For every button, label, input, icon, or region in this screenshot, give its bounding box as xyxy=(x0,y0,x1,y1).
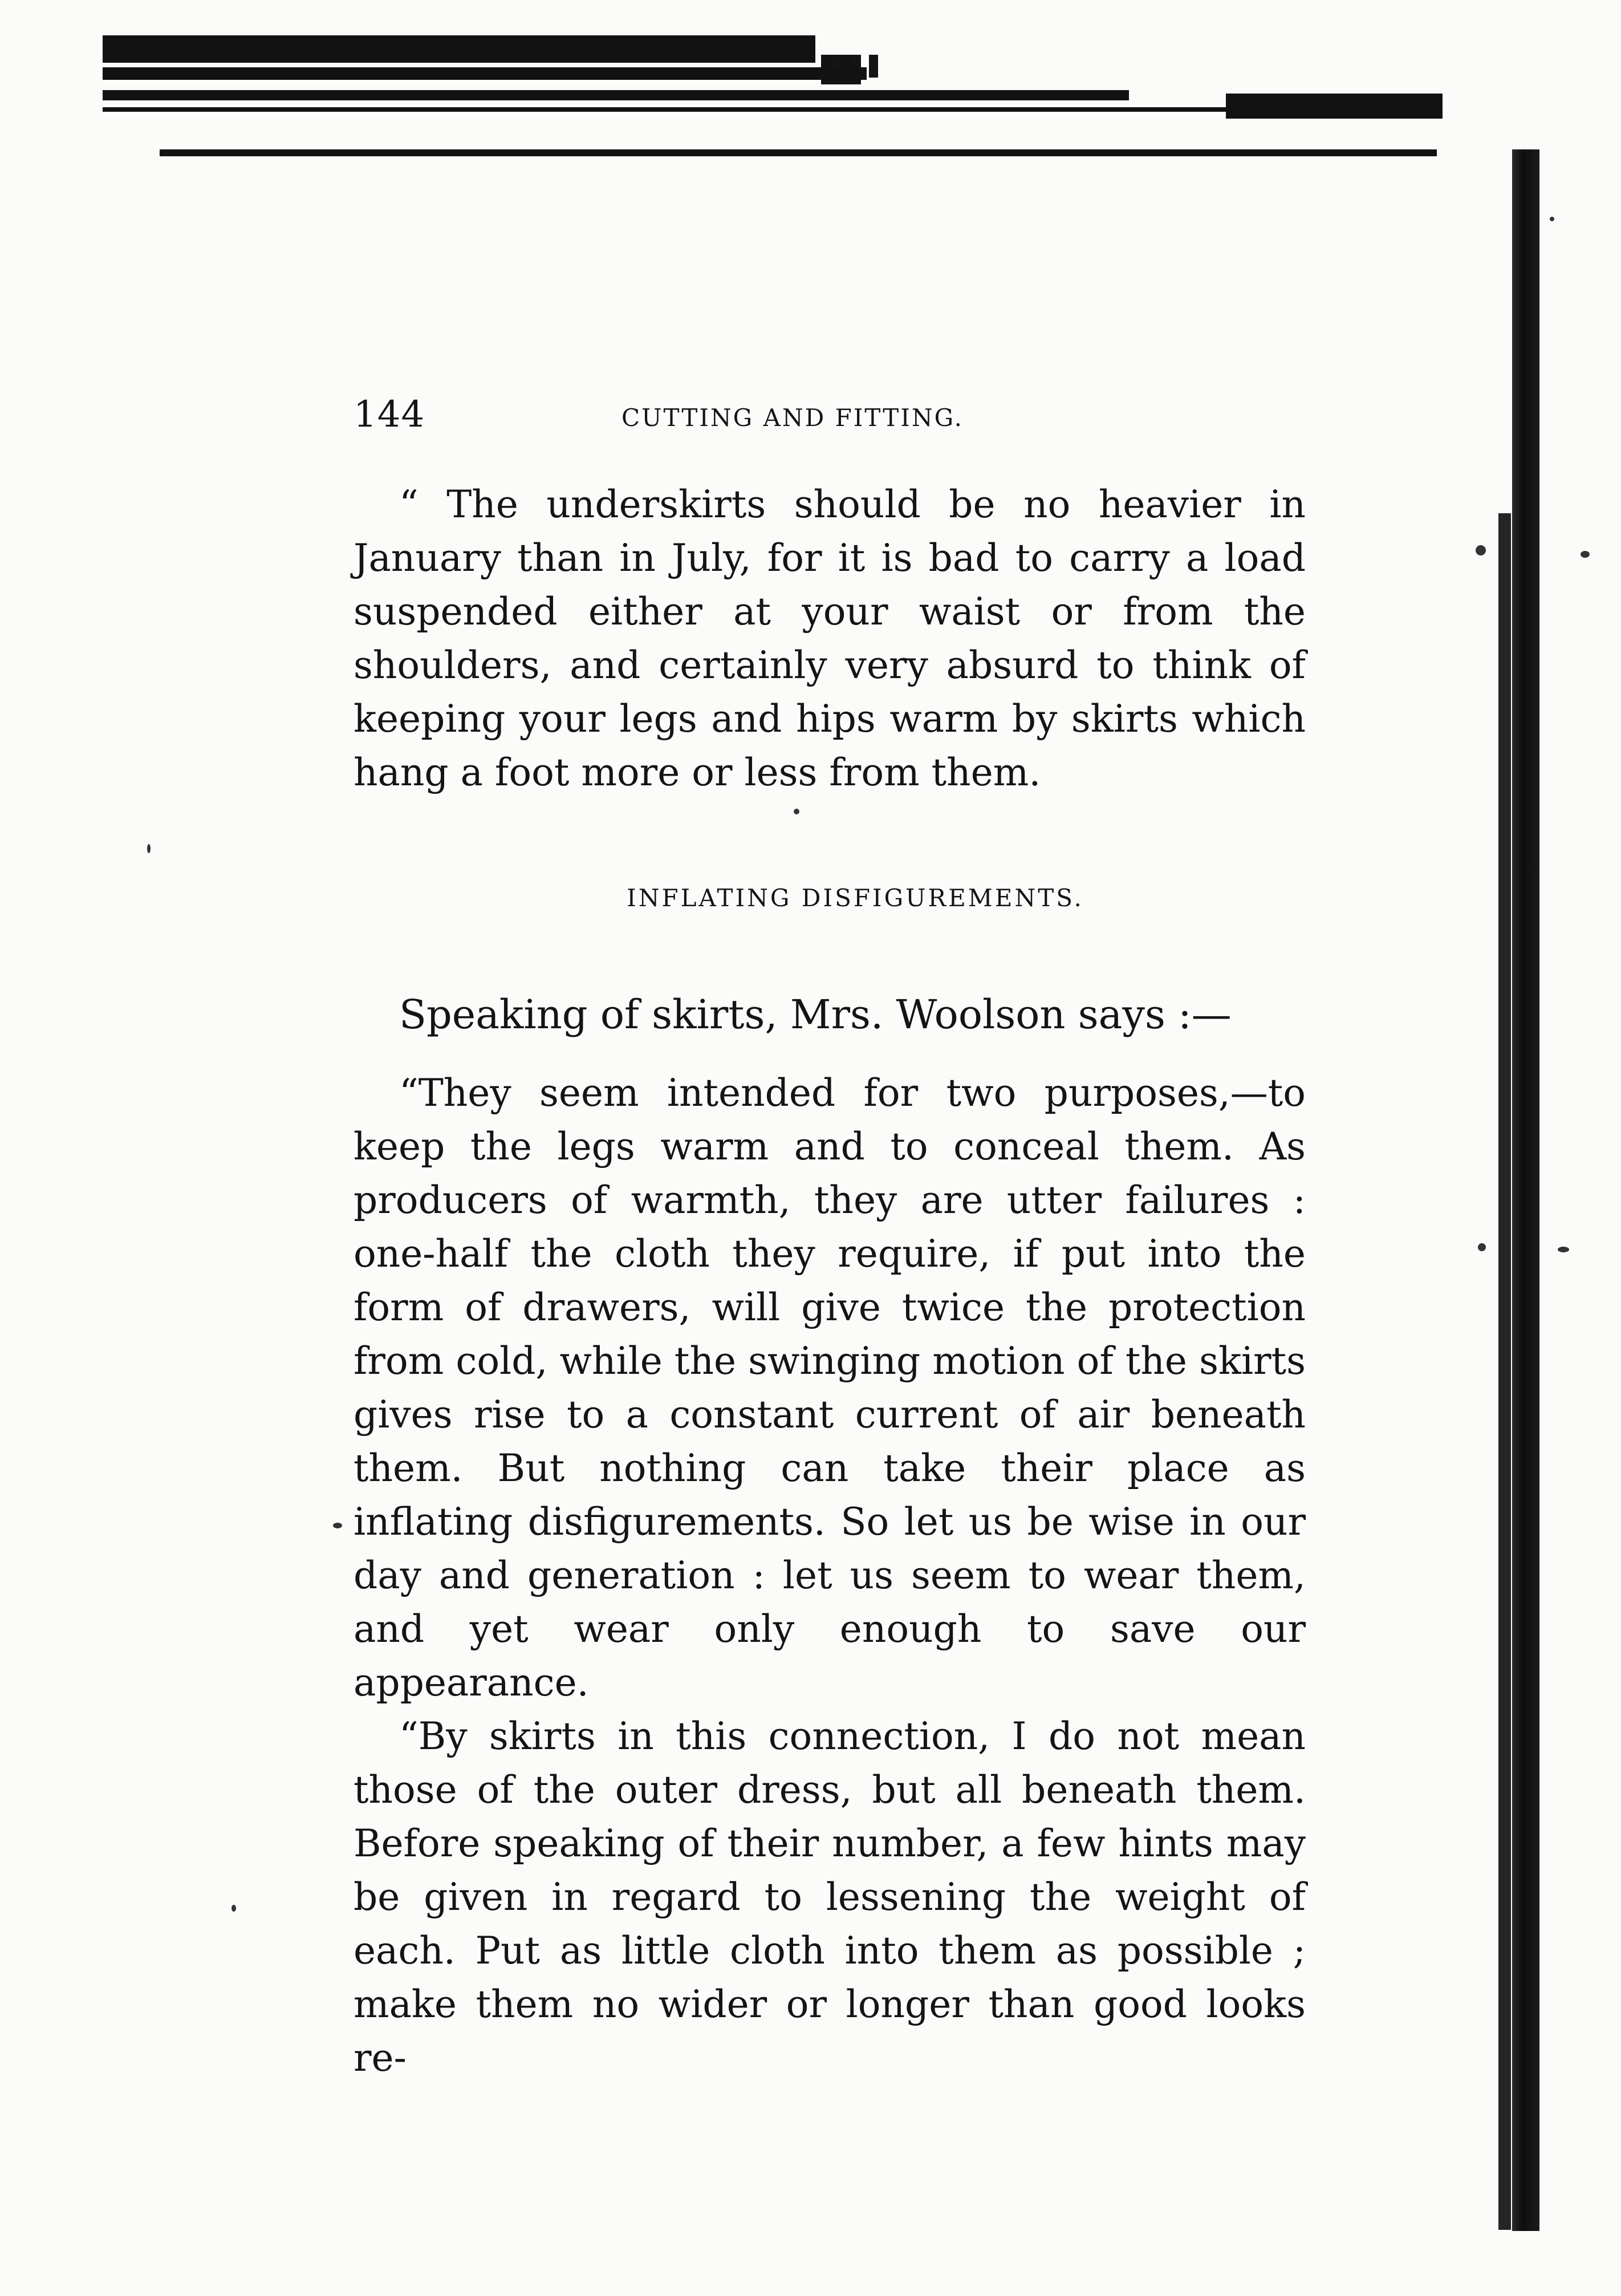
body-text-block xyxy=(354,478,1306,800)
page-header xyxy=(354,394,1300,451)
scan-speck xyxy=(333,1523,342,1528)
scan-artifact-bar xyxy=(1226,94,1443,119)
scan-artifact-bar xyxy=(103,90,1129,100)
running-title: CUTTING AND FITTING. xyxy=(621,404,964,432)
scan-artifact-tick xyxy=(869,55,878,78)
scan-speck xyxy=(147,844,151,853)
section-heading: INFLATING DISFIGUREMENTS. xyxy=(627,884,1084,912)
page-edge-shadow xyxy=(1512,149,1539,2231)
intro-line: Speaking of skirts, Mrs. Woolson says :— xyxy=(399,991,1232,1038)
paragraph: “They seem intended for two purposes,—to keep the legs warm and to conceal them. As producers of warmth, they are utter failures : one-half the cloth they require, if put into the form of drawers, will give twice the protection from cold, while the swinging motion of the skirts gives rise to a constant current of air beneath them. But nothing can take their place as inflating disfigurements. So let us be wise in our day and generation : let us seem to wear them, and yet wear only enough to save our appearance. xyxy=(354,1071,1306,1705)
scan-speck xyxy=(231,1905,236,1912)
scan-speck xyxy=(1550,217,1554,221)
paragraph: “ The underskirts should be no heavier in January than in July, for it is bad to carry a load suspended either at your waist or from the shoulders, and certainly very absurd to think of keeping your legs and hips warm by skirts which hang a foot more or less from them. xyxy=(354,482,1306,794)
scan-artifact-bar xyxy=(103,107,1437,112)
scan-speck xyxy=(1581,551,1590,558)
body-text-block xyxy=(354,1066,1306,2085)
page-edge-shadow xyxy=(1498,513,1511,2230)
paragraph: “By skirts in this connection, I do not mean those of the outer dress, but all beneath them. Before speaking of their number, a few hints may be given in regard to lessening the weight of each. Put as little cloth into them as possible ; make them no wider or longer than good looks re- xyxy=(354,1714,1306,2080)
page-number: 144 xyxy=(354,394,425,436)
scan-speck xyxy=(1476,545,1486,555)
scan-artifact-bar xyxy=(160,149,1437,156)
scan-artifact-bar xyxy=(103,35,815,63)
scan-speck xyxy=(794,809,799,814)
scan-artifact-bar xyxy=(103,67,867,80)
scan-speck xyxy=(1558,1247,1569,1252)
scan-speck xyxy=(1478,1243,1486,1251)
